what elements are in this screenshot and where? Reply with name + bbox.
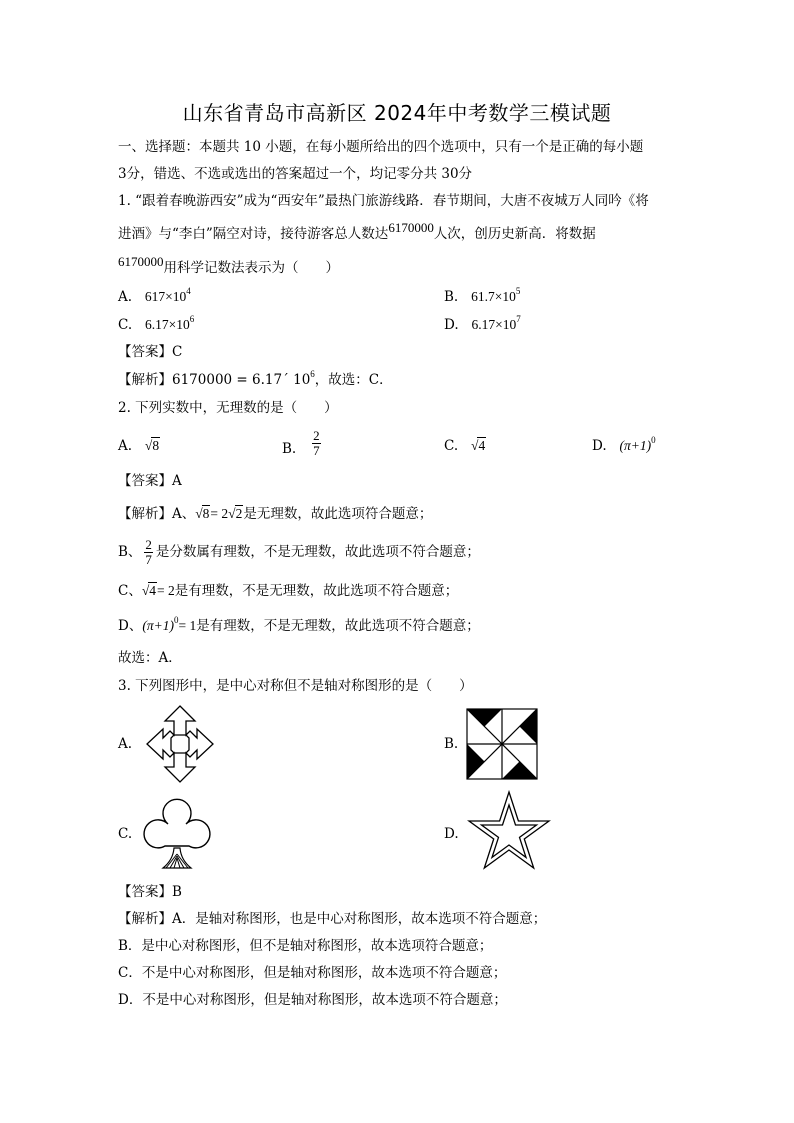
q1-option-c: [118, 315, 194, 335]
q2-option-d: [592, 436, 656, 456]
q3-answer: 【答案】B: [118, 884, 182, 900]
option-label: D.: [592, 438, 607, 454]
option-label: A.: [118, 289, 133, 305]
q3-stem: 3. 下列图形中，是中心对称但不是轴对称图形的是（ ）: [118, 678, 473, 694]
q1-option-a: [118, 287, 191, 307]
radicand: 8: [202, 506, 210, 521]
q1-stem-number: 6170000: [388, 220, 434, 235]
option-label: C.: [444, 438, 459, 454]
q1-stem-line1: 1. “跟着春晚游西安”成为“西安年”最热门旅游线路．春节期间，大唐不夜城万人同吟《将: [118, 193, 649, 209]
numerator: 2: [145, 537, 152, 552]
q1-stem-text-c: 用科学记数法表示为（ ）: [163, 260, 339, 276]
page-title: 山东省青岛市高新区 2024年中考数学三模试题: [182, 101, 612, 125]
equals-part: = 2: [210, 506, 229, 521]
sqrt-expression: √8: [144, 438, 160, 453]
option-label: B.: [444, 289, 459, 305]
equals-part: = 1: [178, 618, 197, 633]
q2-option-b: [282, 429, 324, 458]
q2-stem: 2. 下列实数中，无理数的是（ ）: [118, 400, 338, 416]
q1-stem-text-a: 进酒》与“李白”隔空对诗，接待游客总人数达: [118, 226, 389, 242]
q2-explanation-d: [118, 616, 480, 636]
sqrt-expression: √8: [195, 506, 210, 521]
double-star-icon: [466, 790, 552, 874]
radicand: 4: [149, 583, 157, 598]
option-exponent: 7: [516, 314, 521, 324]
analysis-text-end: ，故选：C．: [314, 372, 393, 388]
option-power: ×10: [165, 289, 187, 304]
explanation-prefix: B、: [118, 544, 142, 560]
sqrt-expression: √4: [141, 583, 157, 598]
numerator: 2: [313, 428, 320, 443]
radicand: 4: [478, 438, 486, 453]
explanation-text: 是有理数，不是无理数，故此选项不符合题意；: [196, 618, 480, 634]
q1-option-d: [444, 315, 521, 335]
option-coef: 6.17: [471, 317, 496, 332]
q3-explanation-b: B．是中心对称图形，但不是轴对称图形，故本选项符合题意；: [118, 938, 493, 954]
option-power: ×10: [168, 317, 190, 332]
denominator: 7: [145, 552, 152, 567]
fraction: [312, 429, 321, 458]
option-coef: 61.7: [471, 289, 495, 304]
q1-stem-number2: 6170000: [118, 254, 164, 269]
fraction: [144, 538, 153, 567]
option-label: D.: [444, 317, 459, 333]
explanation-prefix: C、: [118, 583, 142, 599]
option-label: C.: [118, 317, 133, 333]
q2-explanation-a: [118, 504, 432, 524]
option-exponent: 4: [186, 286, 191, 296]
explanation-text: 是分数属有理数，不是无理数，故此选项不符合题意；: [155, 544, 480, 560]
option-exponent: 5: [515, 286, 521, 296]
section-instructions-line1: 一、选择题：本题共 10 小题，在每小题所给出的四个选项中，只有一个是正确的每小题: [118, 139, 644, 155]
explanation-text: 是无理数，故此选项符合题意；: [243, 506, 433, 522]
power-exponent: 0: [651, 435, 656, 445]
q2-explanation-b: [118, 538, 480, 567]
q1-stem-text-b: 人次，创历史新高．将数据: [433, 226, 596, 242]
option-power: ×10: [494, 289, 516, 304]
radicand: 2: [235, 506, 243, 521]
q3-explanation-d: D．不是中心对称图形，但是轴对称图形，故本选项不符合题意；: [118, 992, 507, 1008]
club-shape-icon: [138, 794, 216, 872]
q3-option-c-label: C.: [118, 826, 133, 842]
option-power: ×10: [495, 317, 517, 332]
analysis-exponent: 6: [310, 369, 315, 379]
q2-option-a: [118, 436, 160, 456]
q3-explanation-c: C．不是中心对称图形，但是轴对称图形，故本选项不符合题意；: [118, 965, 507, 981]
explanation-prefix: D、: [118, 618, 143, 634]
q1-stem-line3: [118, 254, 339, 278]
four-arrow-cross-icon: [140, 704, 220, 784]
q1-analysis: [118, 370, 393, 390]
q2-explanation-c: [118, 581, 458, 601]
q3-option-d-label: D.: [444, 826, 459, 842]
section-instructions-line2: 3分，错选、不选或选出的答案超过一个，均记零分共 30分: [118, 166, 473, 182]
pinwheel-square-icon: [466, 708, 538, 780]
power-exponent: 0: [173, 615, 179, 625]
denominator: 7: [313, 443, 320, 458]
power-base: (π+1): [619, 438, 652, 453]
q1-stem-line2: [118, 220, 596, 244]
power-base: (π+1): [142, 618, 174, 633]
analysis-text: 【解析】6170000 = 6.17´ 10: [118, 372, 311, 388]
q2-answer: 【答案】A: [118, 473, 182, 489]
option-coef: 617: [144, 289, 166, 304]
explanation-prefix: 【解析】A、: [118, 506, 196, 522]
q2-conclusion: 故选：A．: [118, 650, 182, 666]
q2-option-c: [444, 436, 486, 456]
option-label: B.: [282, 441, 297, 457]
option-exponent: 6: [189, 314, 195, 324]
q1-answer: 【答案】C: [118, 344, 183, 360]
option-coef: 6.17: [145, 317, 169, 332]
sqrt-expression: √4: [471, 438, 486, 453]
q1-option-b: [444, 287, 520, 307]
explanation-text: 是有理数，不是无理数，故此选项不符合题意；: [174, 583, 459, 599]
q3-explanation-a: 【解析】A．是轴对称图形，也是中心对称图形，故本选项不符合题意；: [118, 911, 547, 927]
q3-option-b-label: B.: [444, 736, 459, 752]
option-label: A.: [118, 438, 133, 454]
equals-part: = 2: [157, 583, 175, 598]
radicand: 8: [152, 438, 160, 453]
sqrt-expression: √2: [228, 506, 243, 521]
q3-option-a-label: A.: [118, 736, 133, 752]
